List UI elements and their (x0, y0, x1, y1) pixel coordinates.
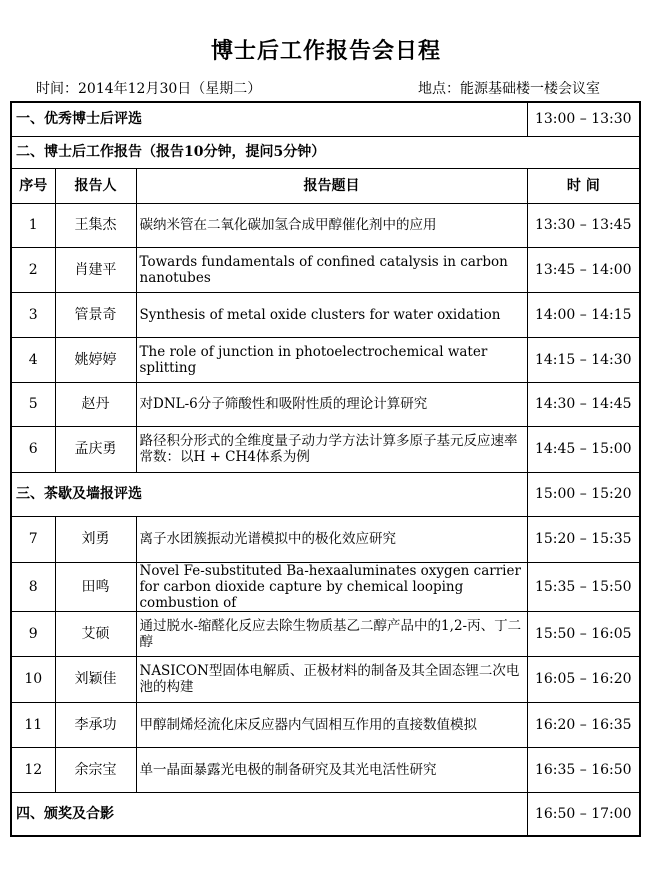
report-topic: NASICON型固体电解质、正极材料的制备及其全固态锂二次电池的构建 (136, 656, 527, 702)
report-speaker: 刘勇 (55, 516, 136, 562)
table-row (11, 562, 640, 611)
report-no: 4 (11, 337, 55, 382)
section-row-awards-selection (11, 102, 640, 136)
schedule-table (10, 101, 641, 837)
report-speaker: 赵丹 (55, 382, 136, 426)
section-label: 二、博士后工作报告（报告10分钟，提问5分钟） (11, 136, 640, 168)
table-row (11, 247, 640, 292)
table-row (11, 382, 640, 426)
section-time: 15:00 – 15:20 (527, 472, 640, 516)
report-time: 14:45 – 15:00 (527, 426, 640, 472)
report-time: 16:05 – 16:20 (527, 656, 640, 702)
report-no: 3 (11, 292, 55, 337)
report-time: 14:30 – 14:45 (527, 382, 640, 426)
header-time: 时 间 (527, 168, 640, 203)
report-topic: Synthesis of metal oxide clusters for water oxidation (136, 292, 527, 337)
table-header-row (11, 168, 640, 203)
table-row (11, 747, 640, 792)
report-time: 14:15 – 14:30 (527, 337, 640, 382)
report-no: 9 (11, 611, 55, 656)
report-no: 6 (11, 426, 55, 472)
event-time: 时间：2014年12月30日（星期二） (36, 81, 262, 97)
document-title: 博士后工作报告会日程 (210, 38, 441, 64)
section-label: 一、优秀博士后评选 (11, 102, 527, 136)
table-row (11, 426, 640, 472)
header-topic: 报告题目 (136, 168, 527, 203)
table-row (11, 516, 640, 562)
report-time: 13:45 – 14:00 (527, 247, 640, 292)
section-row-reports (11, 136, 640, 168)
section-time: 16:50 – 17:00 (527, 792, 640, 836)
header-no: 序号 (11, 168, 55, 203)
report-speaker: 姚婷婷 (55, 337, 136, 382)
report-no: 5 (11, 382, 55, 426)
report-time: 15:50 – 16:05 (527, 611, 640, 656)
report-speaker: 田鸣 (55, 562, 136, 611)
report-no: 11 (11, 702, 55, 747)
table-row (11, 611, 640, 656)
report-time: 15:20 – 15:35 (527, 516, 640, 562)
report-no: 2 (11, 247, 55, 292)
report-topic: 甲醇制烯烃流化床反应器内气固相互作用的直接数值模拟 (136, 702, 527, 747)
report-speaker: 艾硕 (55, 611, 136, 656)
report-speaker: 肖建平 (55, 247, 136, 292)
section-row-tea-break (11, 472, 640, 516)
report-speaker: 王集杰 (55, 203, 136, 247)
report-topic: 单一晶面暴露光电极的制备研究及其光电活性研究 (136, 747, 527, 792)
report-no: 10 (11, 656, 55, 702)
section-label: 三、茶歇及墙报评选 (11, 472, 527, 516)
report-topic: Novel Fe-substituted Ba-hexaaluminates oxygen carrier for carbon dioxide capture by chemical looping combustion of (136, 562, 527, 611)
table-row (11, 203, 640, 247)
table-row (11, 337, 640, 382)
section-row-awards-photo (11, 792, 640, 836)
report-no: 1 (11, 203, 55, 247)
report-time: 16:35 – 16:50 (527, 747, 640, 792)
section-label: 四、颁奖及合影 (11, 792, 527, 836)
report-speaker: 孟庆勇 (55, 426, 136, 472)
report-speaker: 李承功 (55, 702, 136, 747)
report-topic: 碳纳米管在二氧化碳加氢合成甲醇催化剂中的应用 (136, 203, 527, 247)
report-no: 8 (11, 562, 55, 611)
table-row (11, 702, 640, 747)
report-speaker: 管景奇 (55, 292, 136, 337)
report-time: 14:00 – 14:15 (527, 292, 640, 337)
report-speaker: 余宗宝 (55, 747, 136, 792)
event-location: 地点：能源基础楼一楼会议室 (418, 81, 600, 97)
report-time: 15:35 – 15:50 (527, 562, 640, 611)
report-topic: 离子水团簇振动光谱模拟中的极化效应研究 (136, 516, 527, 562)
report-no: 7 (11, 516, 55, 562)
report-topic: 通过脱水-缩醛化反应去除生物质基乙二醇产品中的1,2-丙、丁二醇 (136, 611, 527, 656)
report-time: 13:30 – 13:45 (527, 203, 640, 247)
report-topic: 对DNL-6分子筛酸性和吸附性质的理论计算研究 (136, 382, 527, 426)
header-speaker: 报告人 (55, 168, 136, 203)
report-speaker: 刘颖佳 (55, 656, 136, 702)
section-time: 13:00 – 13:30 (527, 102, 640, 136)
report-topic: The role of junction in photoelectrochemical water splitting (136, 337, 527, 382)
report-topic: Towards fundamentals of confined catalysis in carbon nanotubes (136, 247, 527, 292)
report-time: 16:20 – 16:35 (527, 702, 640, 747)
table-row (11, 656, 640, 702)
report-topic: 路径积分形式的全维度量子动力学方法计算多原子基元反应速率常数：以H + CH4体系为例 (136, 426, 527, 472)
table-row (11, 292, 640, 337)
report-no: 12 (11, 747, 55, 792)
